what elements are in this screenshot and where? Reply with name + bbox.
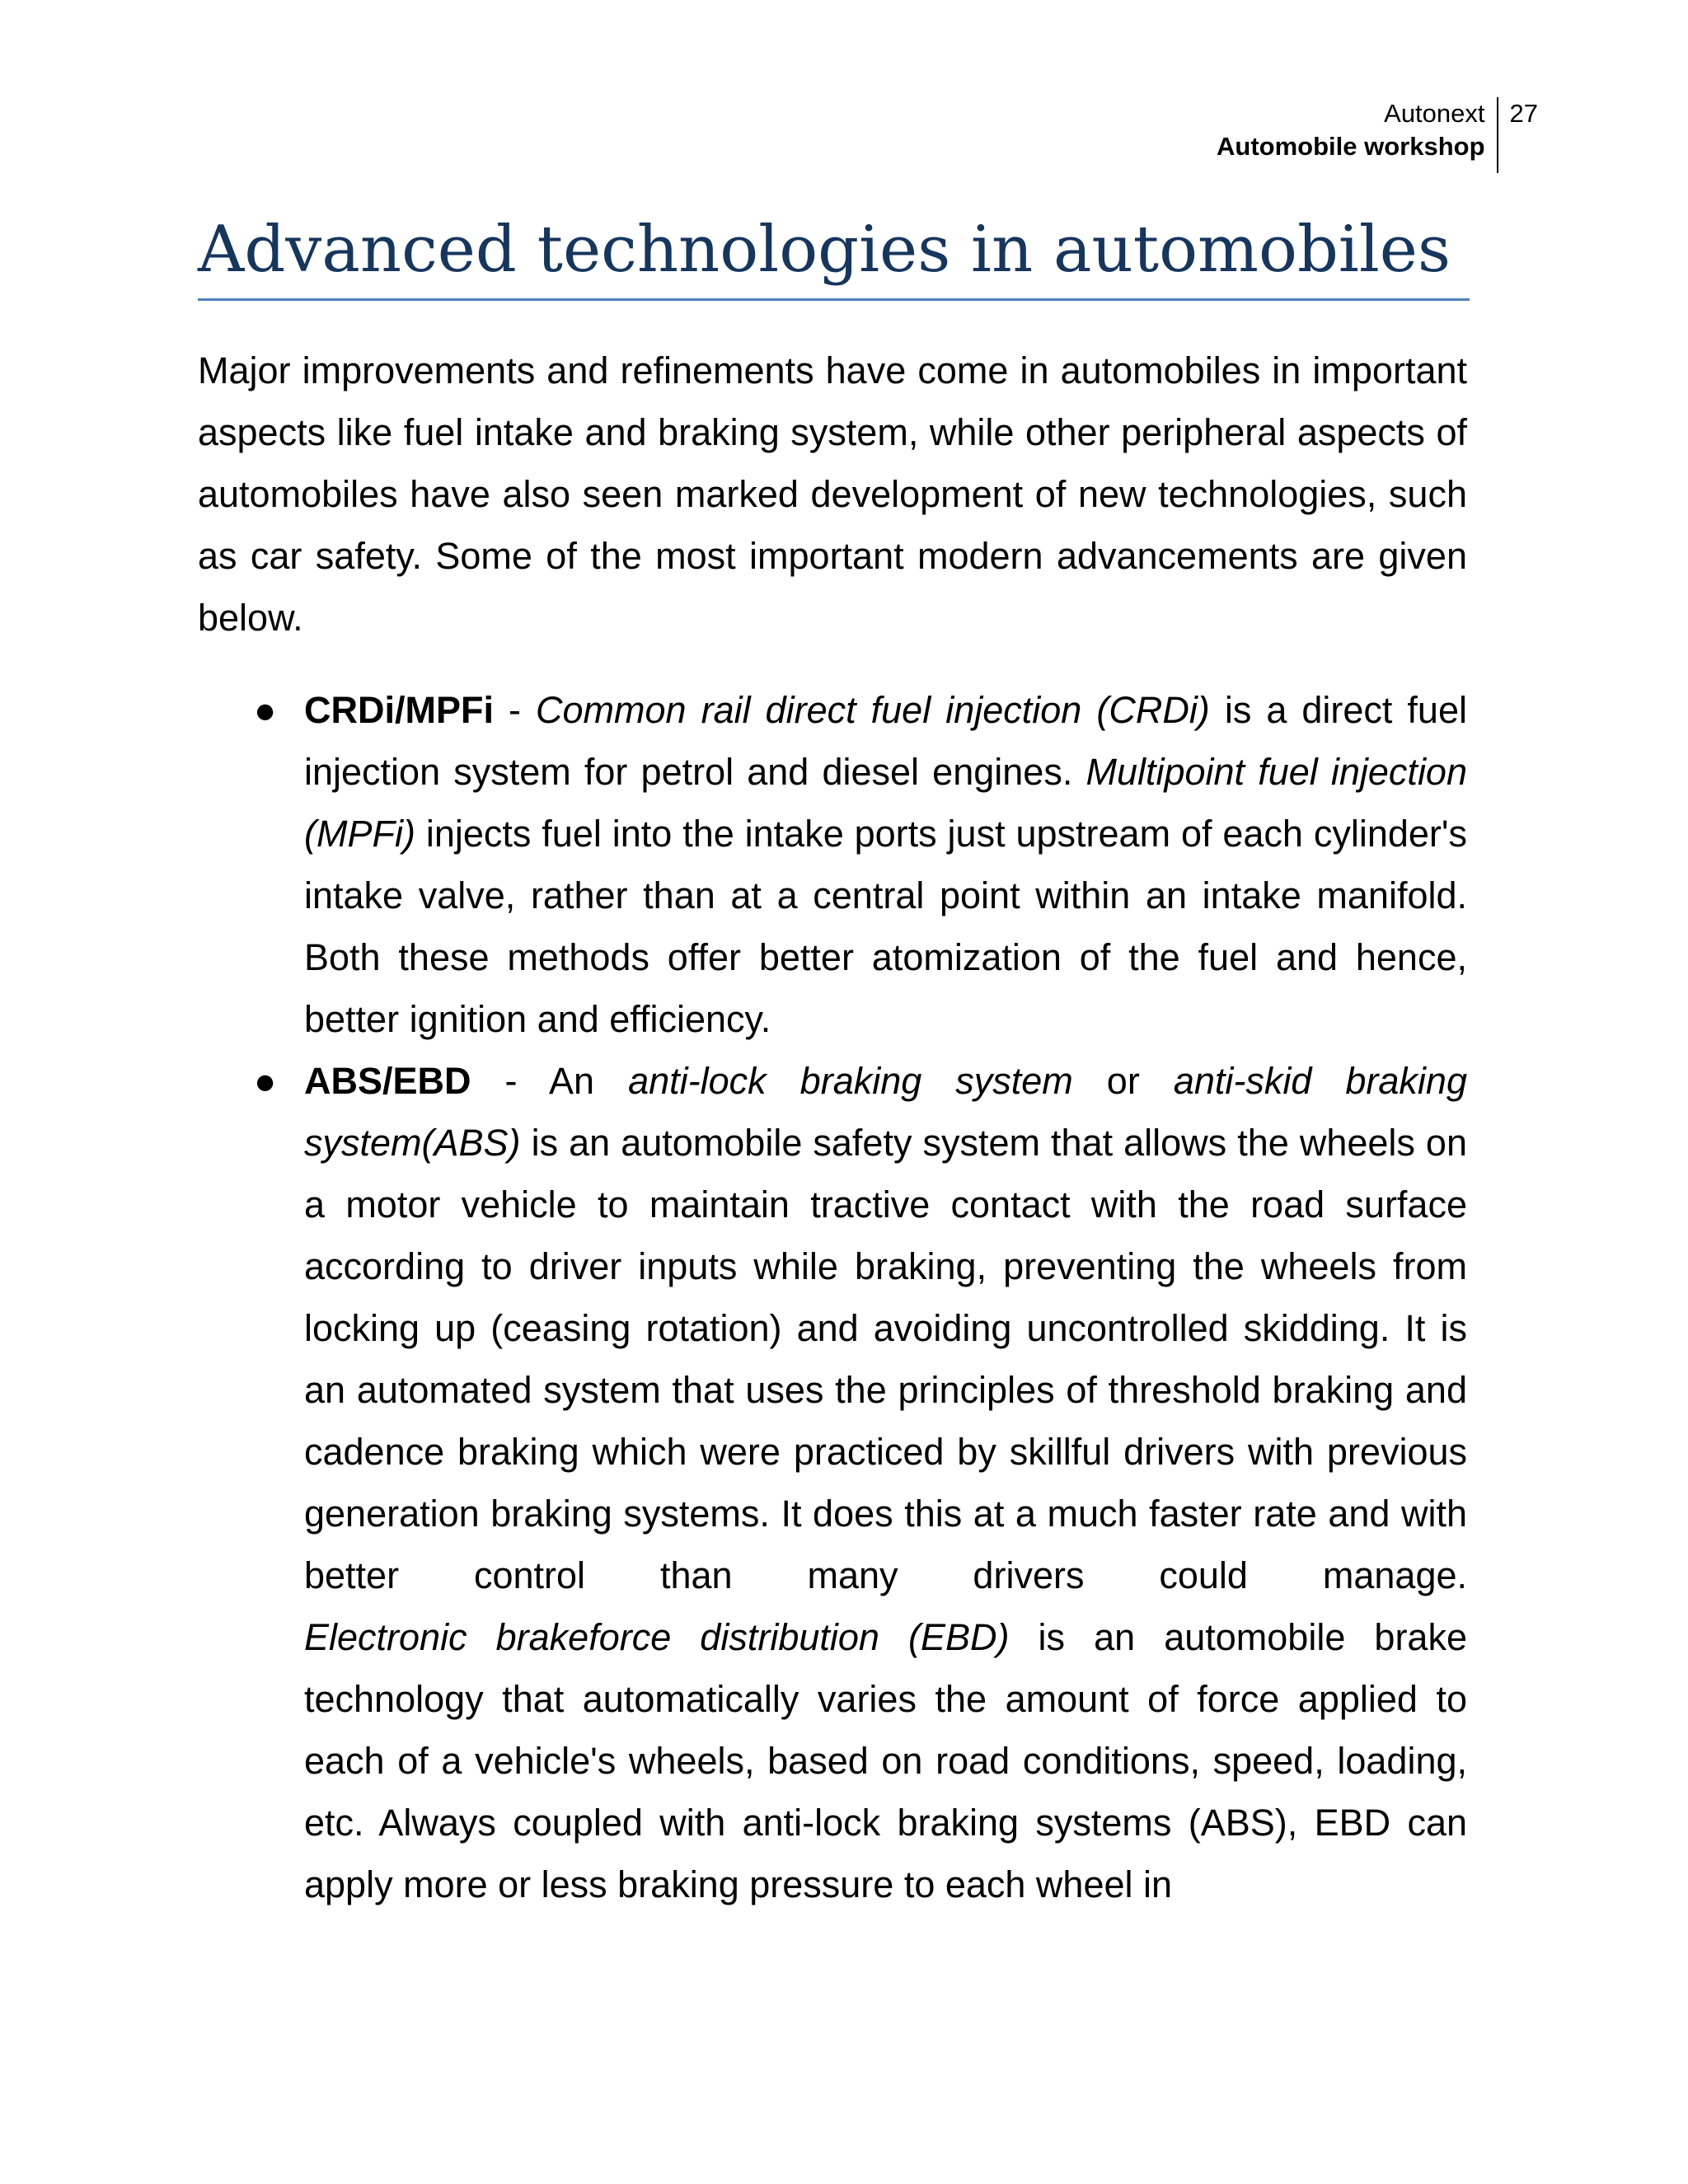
abs-definition-term: anti-lock braking system bbox=[628, 1060, 1073, 1102]
ebd-description: is an automobile brake technology that automatically varies the amount of force applied to each of a vehicle's wheels, based on road conditions, speed, loading, etc. Always coupled with anti-lock braking systems (ABS), EBD can apply more or less braking pressure to each wheel in bbox=[304, 1616, 1467, 1905]
bullet-separator: - An bbox=[471, 1060, 629, 1102]
bullet-list bbox=[198, 679, 1467, 1915]
page-title: Advanced technologies in automobiles bbox=[198, 204, 1470, 301]
page-number: 27 bbox=[1509, 99, 1538, 128]
bullet-term: ABS/EBD bbox=[304, 1060, 471, 1102]
intro-paragraph: Major improvements and refinements have come in automobiles in important aspects like fuel intake and braking system, while other peripheral aspects of automobiles have also seen marked development of new technologies, such as car safety. Some of the most important modern advancements are given below. bbox=[198, 349, 1467, 639]
bullet-item-crdi-mpfi bbox=[198, 679, 1467, 1050]
ebd-definition-term: Electronic brakeforce distribution (EBD) bbox=[304, 1616, 1010, 1658]
ebd-paragraph bbox=[304, 1616, 1467, 1905]
crdi-definition-term: Common rail direct fuel injection (CRDi) bbox=[536, 689, 1210, 731]
bullet-term: CRDi/MPFi bbox=[304, 689, 494, 731]
bullet-item-abs-ebd bbox=[198, 1050, 1467, 1915]
mpfi-description: injects fuel into the intake ports just upstream of each cylinder's intake valve, rather than at a central point within an intake manifold. Both these methods offer better atomization of the fuel and hence, better ignition and efficiency. bbox=[304, 813, 1467, 1040]
header-company: Autonext bbox=[1384, 99, 1485, 128]
abs-description: is an automobile safety system that allows the wheels on a motor vehicle to maintain tractive contact with the road surface according to driver inputs while braking, preventing the wheels from locking up (ceasing rotation) and avoiding uncontrolled skidding. It is an automated system that uses the principles of threshold braking and cadence braking which were practiced by skillful drivers with previous generation braking systems. It does this at a much faster rate and with better control than many drivers could manage. bbox=[304, 1122, 1467, 1596]
abs-alt-definition-term: anti-skid braking system(ABS) bbox=[304, 1060, 1467, 1164]
bullet-dot-icon: ● bbox=[254, 1060, 277, 1102]
header-labels bbox=[1217, 97, 1498, 173]
bullet-dot-icon: ● bbox=[254, 689, 277, 731]
bullet-separator: - bbox=[494, 689, 537, 731]
abs-paragraph bbox=[304, 1050, 1467, 1606]
header-subtitle: Automobile workshop bbox=[1217, 132, 1485, 161]
page-header bbox=[1217, 97, 1538, 173]
mpfi-definition-term: Multipoint fuel injection (MPFi) bbox=[304, 751, 1467, 855]
abs-or-text: or bbox=[1072, 1060, 1174, 1102]
crdi-description: is a direct fuel injection system for petrol and diesel engines. bbox=[304, 689, 1467, 793]
